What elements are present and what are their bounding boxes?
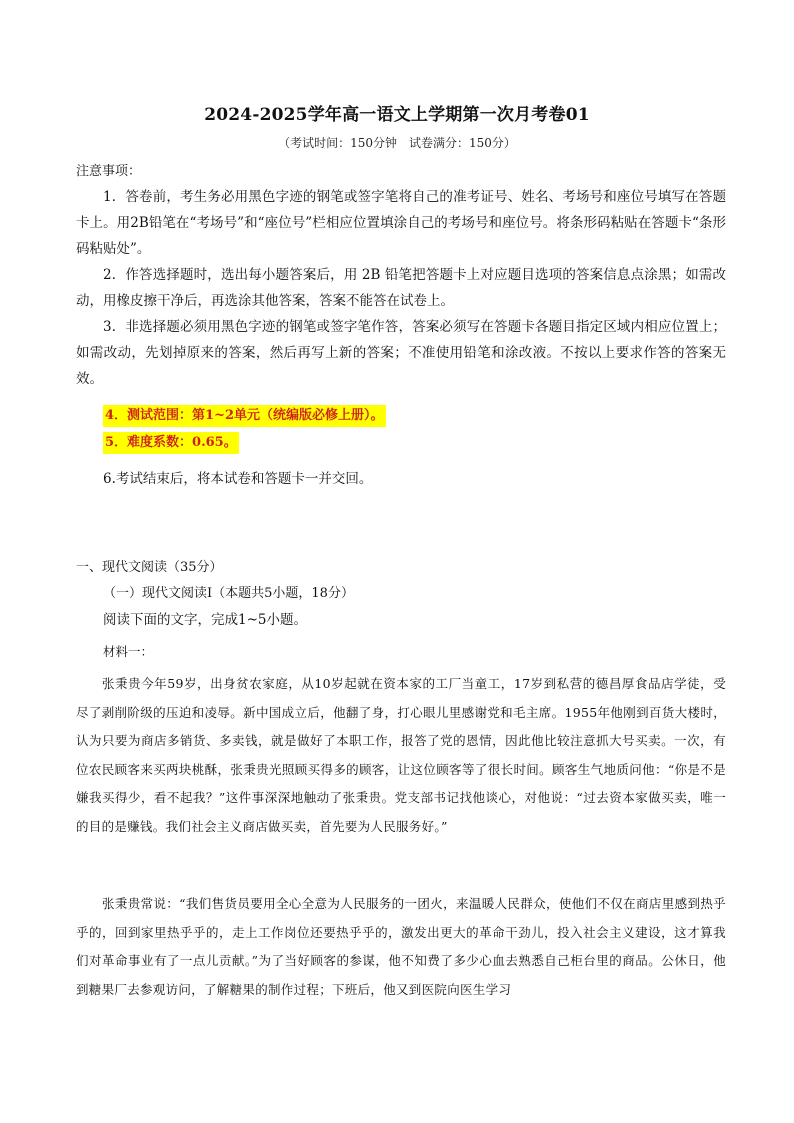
material-paragraph: 张秉贵常说：“我们售货员要用全心全意为人民服务的一团火，来温暖人民群众，使他们不仅在商店里感到热乎乎的，回到家里热乎乎的，走上工作岗位还要热乎乎的，激发出更大的革命干劲儿，投入社会主义建设，这才算我们对革命事业有了一点儿贡献。”为了当好顾客的参谋，他不知费了多少心血去熟悉自己柜台里的商品。公休日，他到糖果厂去参观访问，了解糖果的制作过程；下班后，他又到医院向医生学习 <box>76 896 726 997</box>
exam-time-info: （考试时间：150分钟 试卷满分：150分） <box>278 136 516 150</box>
note-item-2: 2．作答选择题时，选出每小题答案后，用 2B 铅笔把答题卡上对应题目选项的答案信息点涂黑；如需改动，用橡皮擦干净后，再选涂其他答案，答案不能答在试卷上。 <box>76 267 726 309</box>
subsection-heading: （一）现代文阅读Ⅰ（本题共5小题，18分） <box>103 586 354 601</box>
material-label: 材料一： <box>103 644 154 659</box>
notes-heading: 注意事项： <box>76 164 142 179</box>
note-item-6: 6.考试结束后，将本试卷和答题卡一并交回。 <box>103 471 373 487</box>
note-item-4-highlight: 4．测试范围：第1~2单元（统编版必修上册）。 <box>103 405 386 427</box>
page-title: 2024-2025学年高一语文上学期第一次月考卷01 <box>204 105 590 125</box>
note-item-5-highlight: 5．难度系数：0.65。 <box>103 432 239 454</box>
note-item-1: 1．答卷前，考生务必用黑色字迹的钢笔或签字笔将自己的准考证号、姓名、考场号和座位号填写在答题卡上。用2B铅笔在“考场号”和“座位号”栏相应位置填涂自己的考场号和座位号。将条形码粘贴在答题卡“条形码粘贴处”。 <box>76 189 726 257</box>
reading-instruction: 阅读下面的文字，完成1~5小题。 <box>103 612 307 628</box>
material-paragraph: 张秉贵今年59岁，出身贫农家庭，从10岁起就在资本家的工厂当童工，17岁到私营的德昌厚食品店学徒，受尽了剥削阶级的压迫和凌辱。新中国成立后，他翻了身，打心眼儿里感谢党和毛主席。1955年他刚到百货大楼时，认为只要为商店多销货、多卖钱，就是做好了本职工作，报答了党的恩情，因此他比较注意抓大号买卖。一次，有位农民顾客来买两块桃酥，张秉贵光照顾买得多的顾客，让这位顾客等了很长时间。顾客生气地质问他：“你是不是嫌我买得少，看不起我？”这件事深深地触动了张秉贵。党支部书记找他谈心，对他说：“过去资本家做买卖，唯一的目的是赚钱。我们社会主义商店做买卖，首先要为人民服务好。” <box>76 676 726 834</box>
section-heading: 一、现代文阅读（35分） <box>76 560 223 575</box>
note-item-3: 3．非选择题必须用黑色字迹的钢笔或签字笔作答，答案必须写在答题卡各题目指定区域内相应位置上；如需改动，先划掉原来的答案，然后再写上新的答案；不准使用铅笔和涂改液。不按以上要求作答的答案无效。 <box>76 319 726 387</box>
